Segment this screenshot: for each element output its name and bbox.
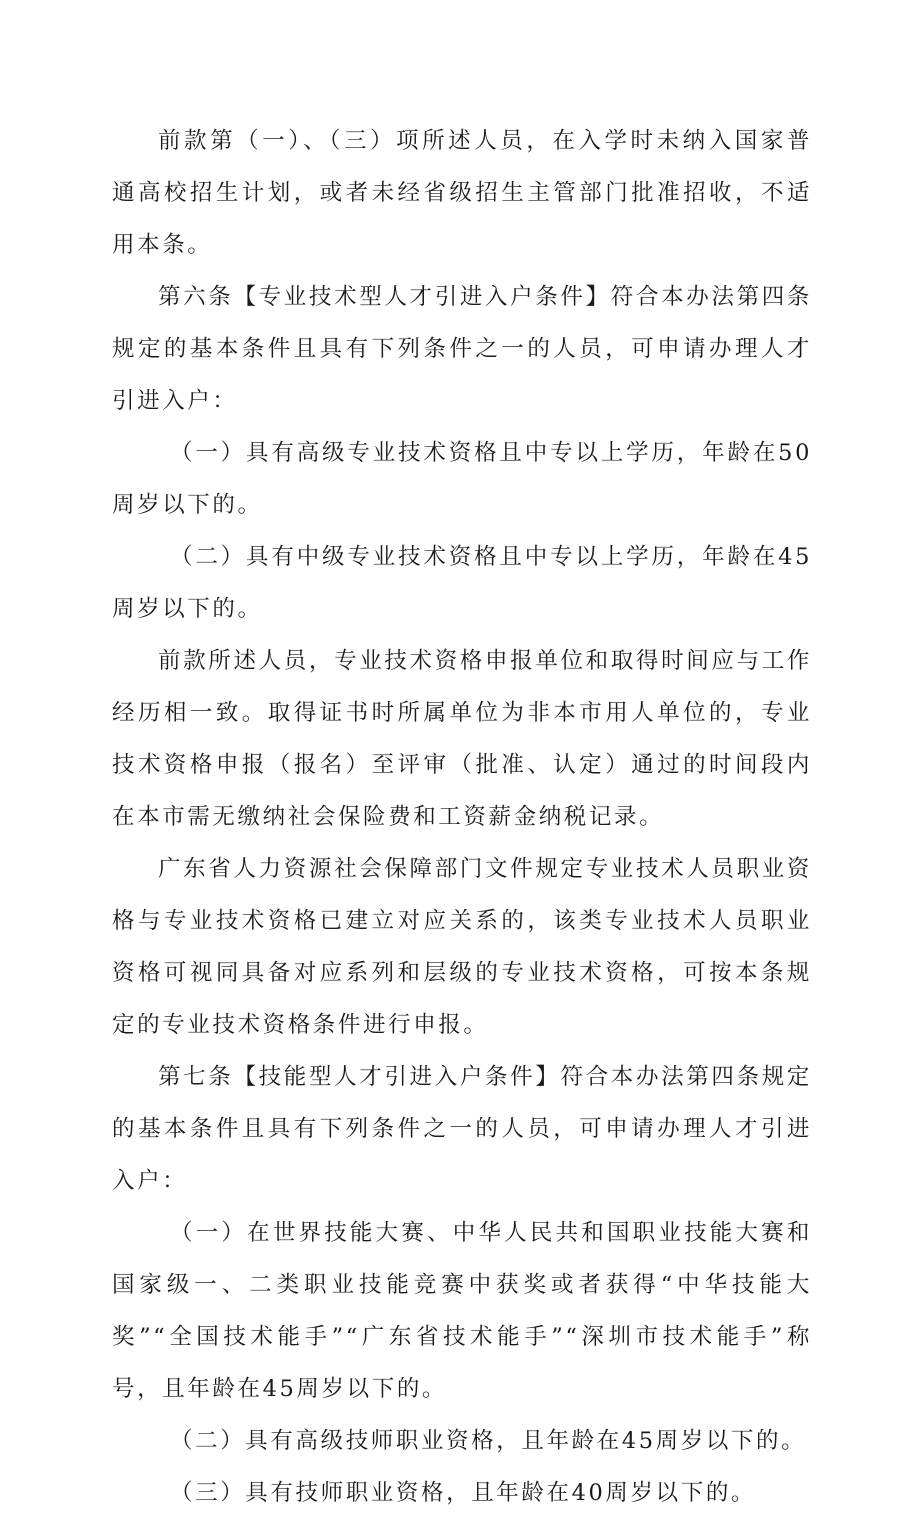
article-7-heading: 第七条【技能型人才引进入户条件】符合本办法第四条规定的基本条件且具有下列条件之一的人员，可申请办理人才引进入户： [112,1064,812,1194]
article-7-item-3: （三）具有技师职业资格，且年龄在40周岁以下的。 [170,1480,757,1506]
article-6-note-2: 广东省人力资源社会保障部门文件规定专业技术人员职业资格与专业技术资格已建立对应关系的，该类专业技术人员职业资格可视同具备对应系列和层级的专业技术资格，可按本条规定的专业技术资格条件进行申报。 [112,856,812,1038]
article-6-heading: 第六条【专业技术型人才引进入户条件】符合本办法第四条规定的基本条件且具有下列条件之一的人员，可申请办理人才引进入户： [112,284,812,414]
article-7-item-2: （二）具有高级技师职业资格，且年龄在45周岁以下的。 [170,1428,807,1454]
article-6-item-1: （一）具有高级专业技术资格且中专以上学历，年龄在50周岁以下的。 [112,440,812,518]
article-7-item-1: （一）在世界技能大赛、中华人民共和国职业技能大赛和国家级一、二类职业技能竞赛中获奖或者获得“中华技能大奖”“全国技术能手”“广东省技术能手”“深圳市技术能手”称号，且年龄在45周岁以下的。 [112,1220,812,1402]
paragraph-exclusion-note: 前款第（一）、（三）项所述人员，在入学时未纳入国家普通高校招生计划，或者未经省级招生主管部门批准招收，不适用本条。 [112,128,812,258]
article-6-note-1: 前款所述人员，专业技术资格申报单位和取得时间应与工作经历相一致。取得证书时所属单位为非本市用人单位的，专业技术资格申报（报名）至评审（批准、认定）通过的时间段内在本市需无缴纳社会保险费和工资薪金纳税记录。 [112,648,812,830]
article-6-item-2: （二）具有中级专业技术资格且中专以上学历，年龄在45周岁以下的。 [112,544,812,622]
